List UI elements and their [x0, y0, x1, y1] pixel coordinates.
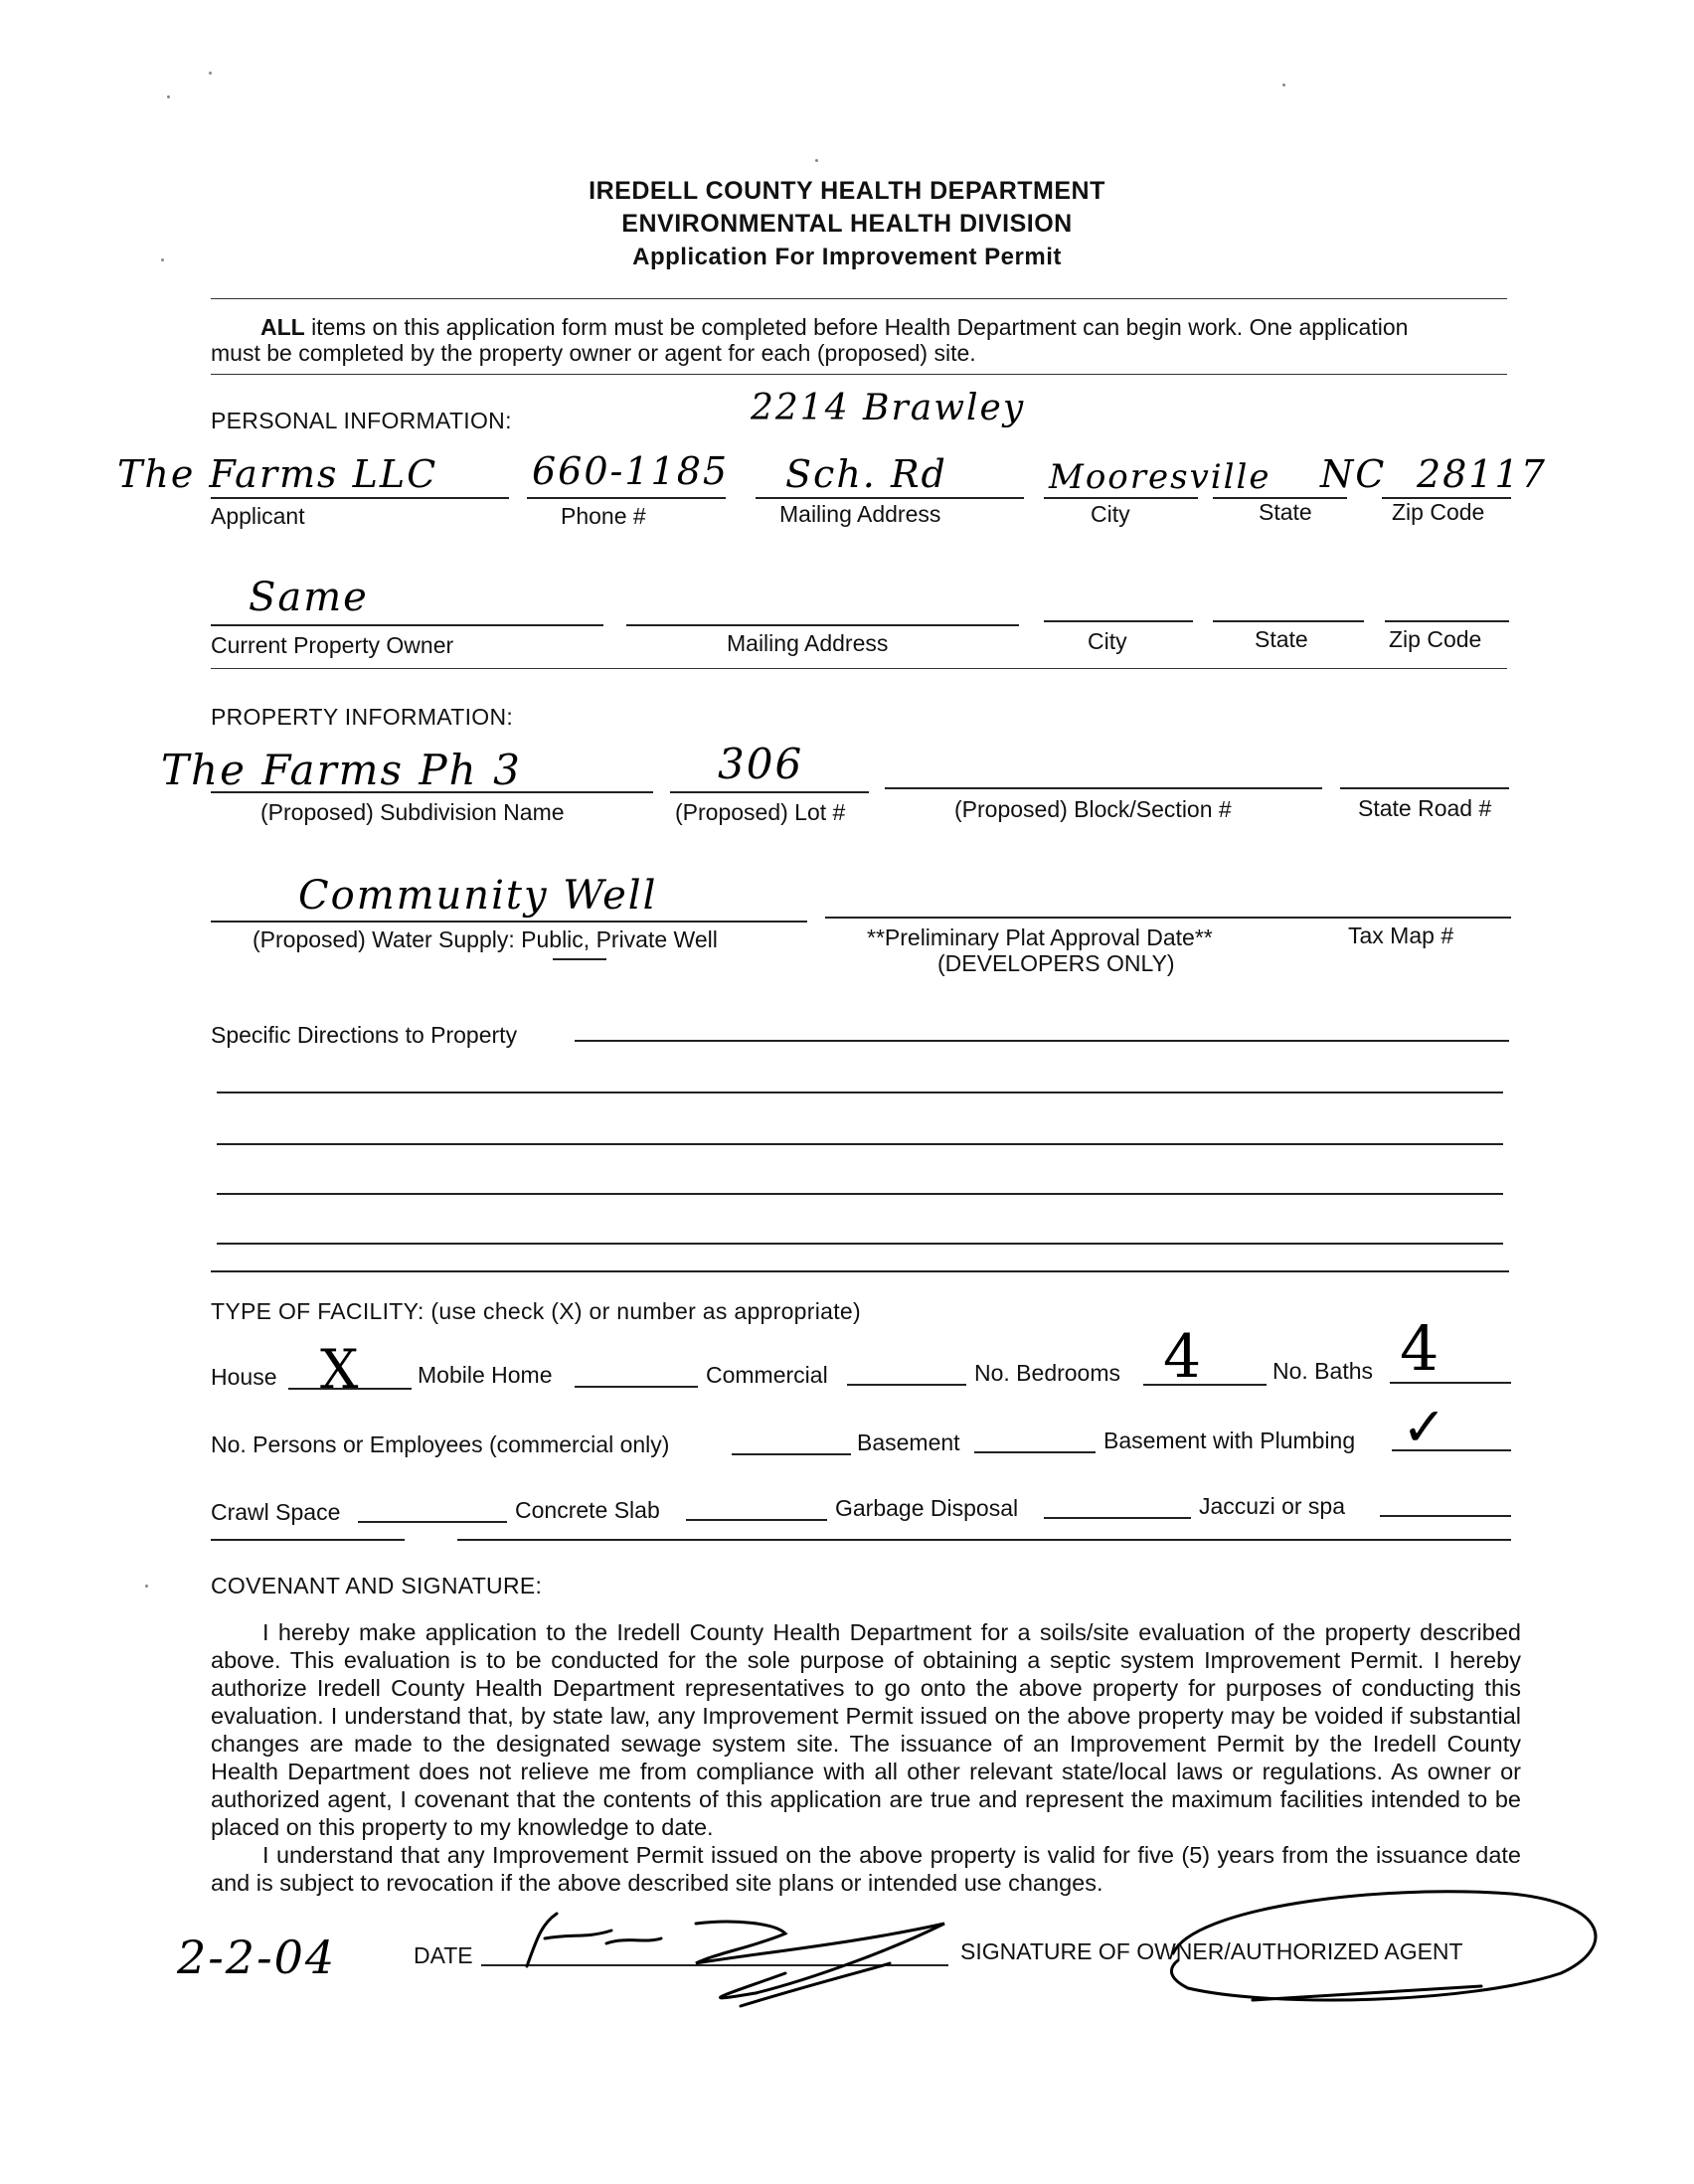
house-check[interactable]: X [320, 1338, 361, 1401]
baths-label: No. Baths [1272, 1358, 1373, 1384]
form-subtitle: Application For Improvement Permit [632, 244, 1062, 270]
mailing-value[interactable]: Sch. Rd [785, 452, 947, 496]
persons-label: No. Persons or Employees (commercial only) [211, 1431, 670, 1457]
scan-speck [1282, 84, 1285, 86]
city-value[interactable]: Mooresville [1049, 457, 1271, 497]
handwritten-street: 2214 Brawley [751, 388, 1026, 428]
form-title: IREDELL COUNTY HEALTH DEPARTMENT [589, 177, 1105, 205]
road-label: State Road # [1358, 795, 1492, 821]
state-value[interactable]: NC [1320, 452, 1387, 496]
owner-label: Current Property Owner [211, 632, 454, 658]
basement-label: Basement [857, 1429, 960, 1455]
scan-speck [209, 72, 212, 75]
commercial-label: Commercial [706, 1362, 828, 1388]
signature-scribble [527, 1914, 944, 1998]
owner-value[interactable]: Same [249, 575, 369, 620]
intro-line-2: must be completed by the property owner or agent for each (proposed) site. [211, 340, 976, 366]
scan-speck [161, 258, 164, 261]
block-label: (Proposed) Block/Section # [954, 796, 1232, 822]
baths-value[interactable]: 4 [1400, 1312, 1441, 1385]
zip-label: Zip Code [1392, 499, 1485, 525]
crawl-label: Crawl Space [211, 1499, 341, 1525]
covenant-section-label: COVENANT AND SIGNATURE: [211, 1573, 543, 1598]
owner-zip-label: Zip Code [1389, 626, 1482, 652]
facility-section-label: TYPE OF FACILITY: (use check (X) or number as appropriate) [211, 1298, 861, 1324]
lot-value[interactable]: 306 [718, 740, 804, 788]
property-section-label: PROPERTY INFORMATION: [211, 704, 514, 730]
water-value[interactable]: Community Well [298, 873, 658, 919]
mobile-label: Mobile Home [418, 1362, 553, 1388]
mailing-label: Mailing Address [779, 501, 941, 527]
scan-speck [815, 159, 818, 162]
bedrooms-value[interactable]: 4 [1163, 1322, 1204, 1392]
owner-city-label: City [1088, 628, 1127, 654]
phone-value[interactable]: 660-1185 [532, 449, 730, 493]
subdivision-value[interactable]: The Farms Ph 3 [161, 746, 522, 794]
garbage-label: Garbage Disposal [835, 1495, 1019, 1521]
subdivision-label: (Proposed) Subdivision Name [260, 799, 565, 825]
signature-underline [741, 1963, 890, 2006]
plat-sublabel: (DEVELOPERS ONLY) [937, 950, 1175, 976]
slab-label: Concrete Slab [515, 1497, 660, 1523]
water-label: (Proposed) Water Supply: Public, Private Well [253, 926, 718, 952]
applicant-label: Applicant [211, 503, 305, 529]
form-division: ENVIRONMENTAL HEALTH DIVISION [621, 210, 1073, 238]
jaccuzi-label: Jaccuzi or spa [1199, 1493, 1346, 1519]
directions-label: Specific Directions to Property [211, 1022, 518, 1048]
signature-label: SIGNATURE OF OWNER/AUTHORIZED AGENT [960, 1938, 1463, 1964]
bedrooms-label: No. Bedrooms [974, 1360, 1121, 1386]
date-value[interactable]: 2-2-04 [177, 1931, 337, 1984]
basement-plumbing-label: Basement with Plumbing [1103, 1428, 1356, 1453]
owner-mailing-label: Mailing Address [727, 630, 889, 656]
city-label: City [1091, 501, 1130, 527]
basement-plumbing-check[interactable]: ✓ [1402, 1396, 1449, 1458]
state-label: State [1259, 499, 1312, 525]
personal-section-label: PERSONAL INFORMATION: [211, 408, 512, 433]
plat-label: **Preliminary Plat Approval Date** [867, 924, 1213, 950]
house-label: House [211, 1364, 277, 1390]
taxmap-label: Tax Map # [1348, 923, 1454, 948]
intro-line-1: ALL items on this application form must be completed before Health Department can begin work. One application [260, 314, 1409, 340]
covenant-paragraph-2: I understand that any Improvement Permit issued on the above property is valid for five (5) years from the issuance date and is subject to revocation if the above described site plans or intended use changes. [211, 1842, 1521, 1896]
date-label: DATE [414, 1942, 473, 1968]
owner-state-label: State [1255, 626, 1308, 652]
scan-speck [145, 1585, 148, 1588]
scan-speck [167, 95, 170, 98]
zip-value[interactable]: 28117 [1417, 452, 1547, 496]
lot-label: (Proposed) Lot # [675, 799, 846, 825]
applicant-value[interactable]: The Farms LLC [117, 452, 438, 496]
circled-authorized-agent [1171, 1892, 1596, 2000]
covenant-paragraph-1: I hereby make application to the Iredell County Health Department for a soils/site evaluation of the property described above. This evaluation is to be conducted for the sole purpose of obtaining a septic system Improvement Permit. I hereby authorize Iredell County Health Department representatives to go onto the above property for purposes of conducting this evaluation. I understand that, by state law, any Improvement Permit issued on the above property may be voided if substantial changes are made to the designated sewage system site. The issuance of an Improvement Permit by the Iredell County Health Department does not relieve me from compliance with all other relevant state/local laws or regulations. As owner or authorized agent, I covenant that the contents of this application are true and represent the maximum facilities intended to be placed on this property to my knowledge to date. [211, 1619, 1521, 1840]
phone-label: Phone # [561, 503, 646, 529]
